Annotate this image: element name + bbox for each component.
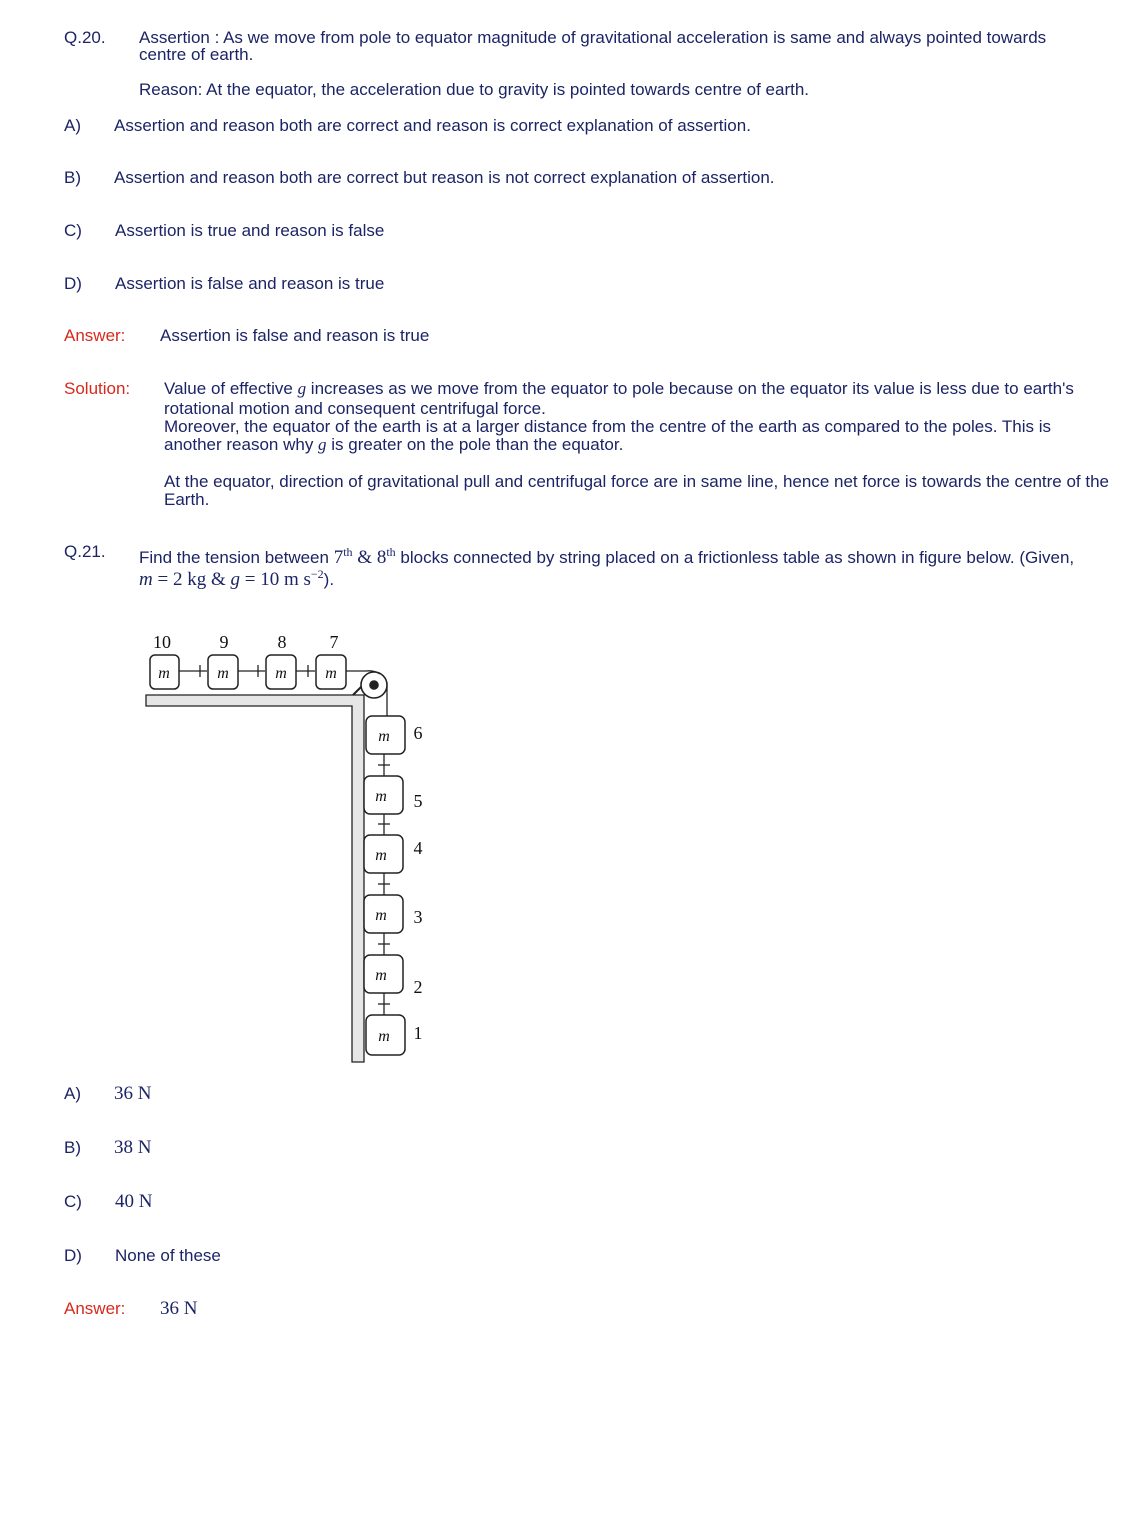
q21-answer-label: Answer: (64, 1299, 126, 1318)
block-3-mass: m (375, 907, 387, 924)
block-10-mass: m (158, 665, 170, 682)
block-8 (266, 655, 296, 689)
table (146, 695, 364, 1062)
q20-reason: Reason: At the equator, the acceleration due to gravity is pointed towards centre of earth. (139, 80, 810, 99)
block-3 (364, 895, 403, 933)
q20-answer-text: Assertion is false and reason is true (160, 326, 430, 345)
block-10 (150, 655, 179, 689)
block-1 (366, 1015, 405, 1055)
block-9 (208, 655, 238, 689)
block-9-mass: m (217, 665, 229, 682)
q21-option-a-label: A) (64, 1084, 81, 1103)
block-5-mass: m (375, 788, 387, 805)
q21-option-c-text: 40 N (115, 1191, 153, 1212)
block-1-mass: m (378, 1028, 390, 1045)
block-number-5: 5 (413, 791, 423, 811)
block-number-2: 2 (413, 977, 423, 997)
block-number-10: 10 (153, 632, 171, 652)
q21-option-b-text: 38 N (114, 1137, 152, 1158)
q20-answer-label: Answer: (64, 326, 126, 345)
q20-option-a-text: Assertion and reason both are correct and reason is correct explanation of assertion. (114, 116, 751, 135)
q20-assertion-line2: centre of earth. (139, 45, 254, 64)
q21-option-d-text: None of these (115, 1246, 221, 1265)
q20-solution-line2: rotational motion and consequent centrifugal force. (164, 399, 546, 418)
block-number-8: 8 (277, 632, 287, 652)
q20-option-a-label: A) (64, 116, 81, 135)
q20-assertion-line1: Assertion : As we move from pole to equator magnitude of gravitational acceleration is same and always pointed towards (139, 28, 1047, 47)
pulley (353, 672, 387, 698)
block-2 (364, 955, 403, 993)
q20-solution-line6: Earth. (164, 490, 210, 509)
block-4 (364, 835, 403, 873)
q21-number: Q.21. (64, 542, 106, 561)
block-number-6: 6 (413, 723, 423, 743)
q21-option-d-label: D) (64, 1246, 82, 1265)
block-4-mass: m (375, 847, 387, 864)
q20-number: Q.20. (64, 28, 106, 47)
block-number-1: 1 (413, 1023, 423, 1043)
q20-solution-line3: Moreover, the equator of the earth is at a larger distance from the centre of the earth as compared to the poles. This is (164, 417, 1052, 436)
q20-option-b-label: B) (64, 168, 81, 187)
q21-option-b-label: B) (64, 1138, 81, 1157)
q20-solution-line5: At the equator, direction of gravitational pull and centrifugal force are in same line, hence net force is towards the centre of the (164, 473, 1109, 491)
q20-solution-label: Solution: (64, 379, 131, 398)
q20-option-b-text: Assertion and reason both are correct but reason is not correct explanation of assertion. (114, 168, 775, 187)
block-number-7: 7 (329, 632, 339, 652)
q20-solution-line1: Value of effective g increases as we move from the equator to pole because on the equator its value is less due to earth's (164, 379, 1074, 398)
q20-option-d-label: D) (64, 274, 82, 293)
block-7-mass: m (325, 665, 337, 682)
q21-answer-text: 36 N (160, 1298, 198, 1319)
block-number-4: 4 (413, 838, 423, 858)
block-6 (366, 716, 405, 754)
block-number-9: 9 (219, 632, 229, 652)
q20-option-c-label: C) (64, 221, 82, 240)
block-6-mass: m (378, 728, 390, 745)
block-number-3: 3 (413, 907, 423, 927)
q20-option-d-text: Assertion is false and reason is true (115, 274, 385, 293)
q20-option-c-text: Assertion is true and reason is false (115, 221, 385, 240)
q21-option-c-label: C) (64, 1192, 82, 1211)
block-2-mass: m (375, 967, 387, 984)
q21-question-line2: m = 2 kg & g = 10 m $s^{-2}$). (139, 567, 335, 590)
q21-option-a-text: 36 N (114, 1083, 152, 1104)
q20-solution-line4: another reason why g is greater on the pole than the equator. (164, 435, 624, 454)
q21-question-line1: Find the tension between 7th & 8th blocks connected by string placed on a frictionless table as shown in figure below. (Given, (139, 545, 1075, 568)
block-5 (364, 776, 403, 814)
block-7 (316, 655, 346, 689)
block-8-mass: m (275, 665, 287, 682)
